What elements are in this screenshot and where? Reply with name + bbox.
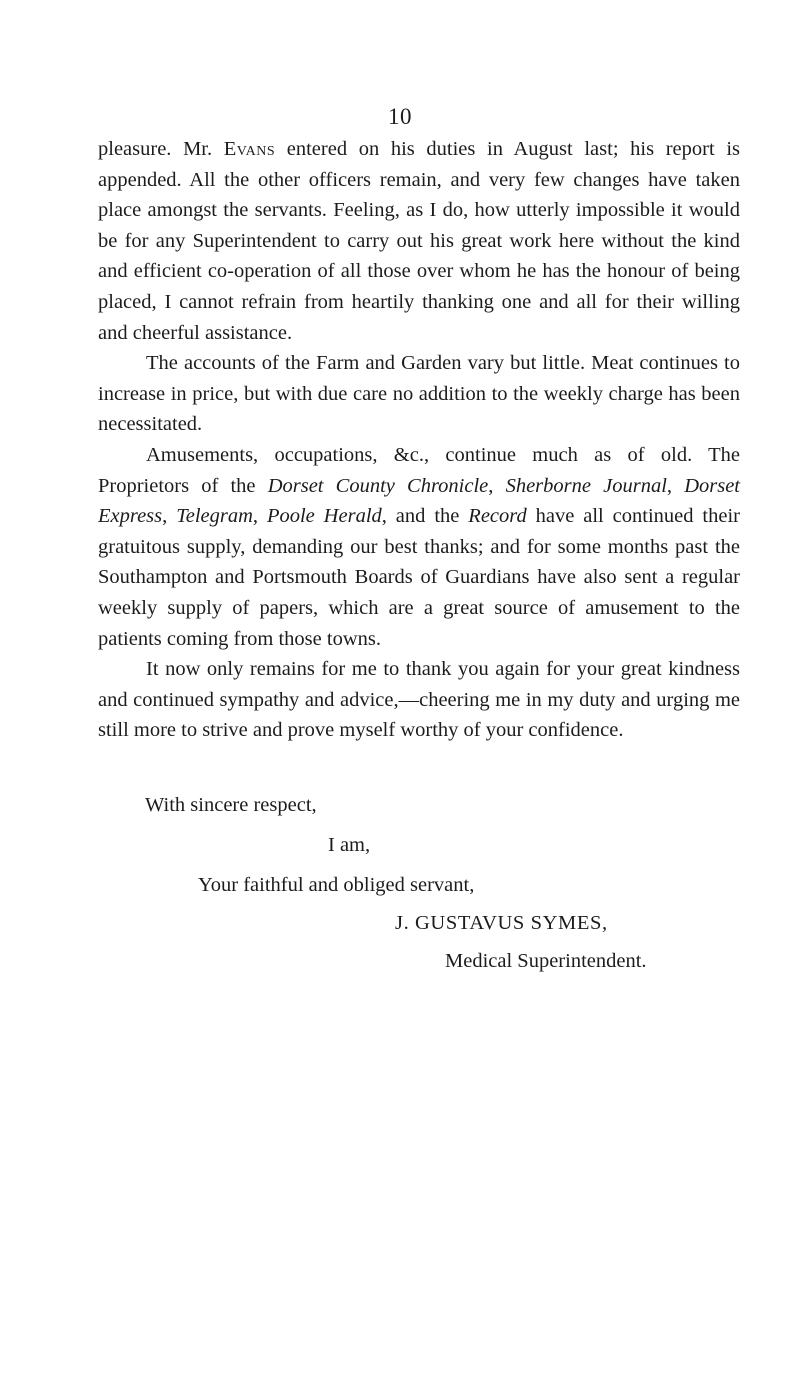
paragraph: [98, 134, 740, 348]
paragraph: [98, 348, 740, 440]
letter-body: [98, 134, 740, 746]
paragraph: [98, 654, 740, 746]
text-run: Amusements, occupations, &c., continue much as of old. The Proprietors of the: [98, 443, 740, 497]
signature-title: Medical Superintendent.: [445, 950, 647, 972]
closing-i-am: I am,: [328, 834, 371, 856]
italic-title: Telegram: [176, 505, 253, 528]
text-run: have all continued their gratuitous supply, demanding our best thanks; and for some months past the Southampton and Portsmouth Boards of Guardians have also sent a regular weekly supply of papers, which are a great source of amusement to the patients coming from those towns.: [98, 505, 740, 650]
text-run: entered on his duties in August last; his report is appended. All the other officers remain, and very few changes have taken place amongst the servants. Feeling, as I do, how utterly impossible it would be for any Superintendent to carry out his great work here without the kind and efficient co-operation of all those over whom he has the honour of being placed, I cannot refrain from heartily thanking one and all for their willing and cheerful assistance.: [98, 138, 740, 344]
text-run: pleasure. Mr.: [98, 138, 224, 160]
text-run: ,: [488, 474, 506, 497]
text-run: , and the: [381, 505, 469, 528]
italic-title: Record: [468, 505, 527, 528]
signature-name: J. GUSTAVUS SYMES,: [395, 912, 608, 934]
page-number: 10: [388, 104, 412, 129]
closing-salutation: With sincere respect,: [145, 794, 317, 816]
text-run: It now only remains for me to thank you again for your great kindness and continued sympathy and advice,—cheering me in my duty and urging me still more to strive and prove myself worthy of your confidence.: [98, 658, 740, 742]
text-run: ,: [666, 474, 685, 497]
text-run: ,: [252, 505, 267, 528]
small-caps-name: Evans: [223, 138, 276, 160]
italic-title: Sherborne Journal: [505, 474, 667, 497]
paragraph: [98, 440, 740, 654]
text-run: The accounts of the Farm and Garden vary but little. Meat continues to increase in price, but with due care no addition to the weekly charge has been necessitated.: [98, 352, 740, 436]
italic-title: Dorset Express: [98, 474, 740, 528]
italic-title: Dorset County Chronicle: [267, 474, 489, 497]
italic-title: Poole Herald: [266, 505, 382, 528]
text-run: ,: [162, 505, 177, 528]
closing-servant-line: Your faithful and obliged servant,: [198, 874, 475, 896]
